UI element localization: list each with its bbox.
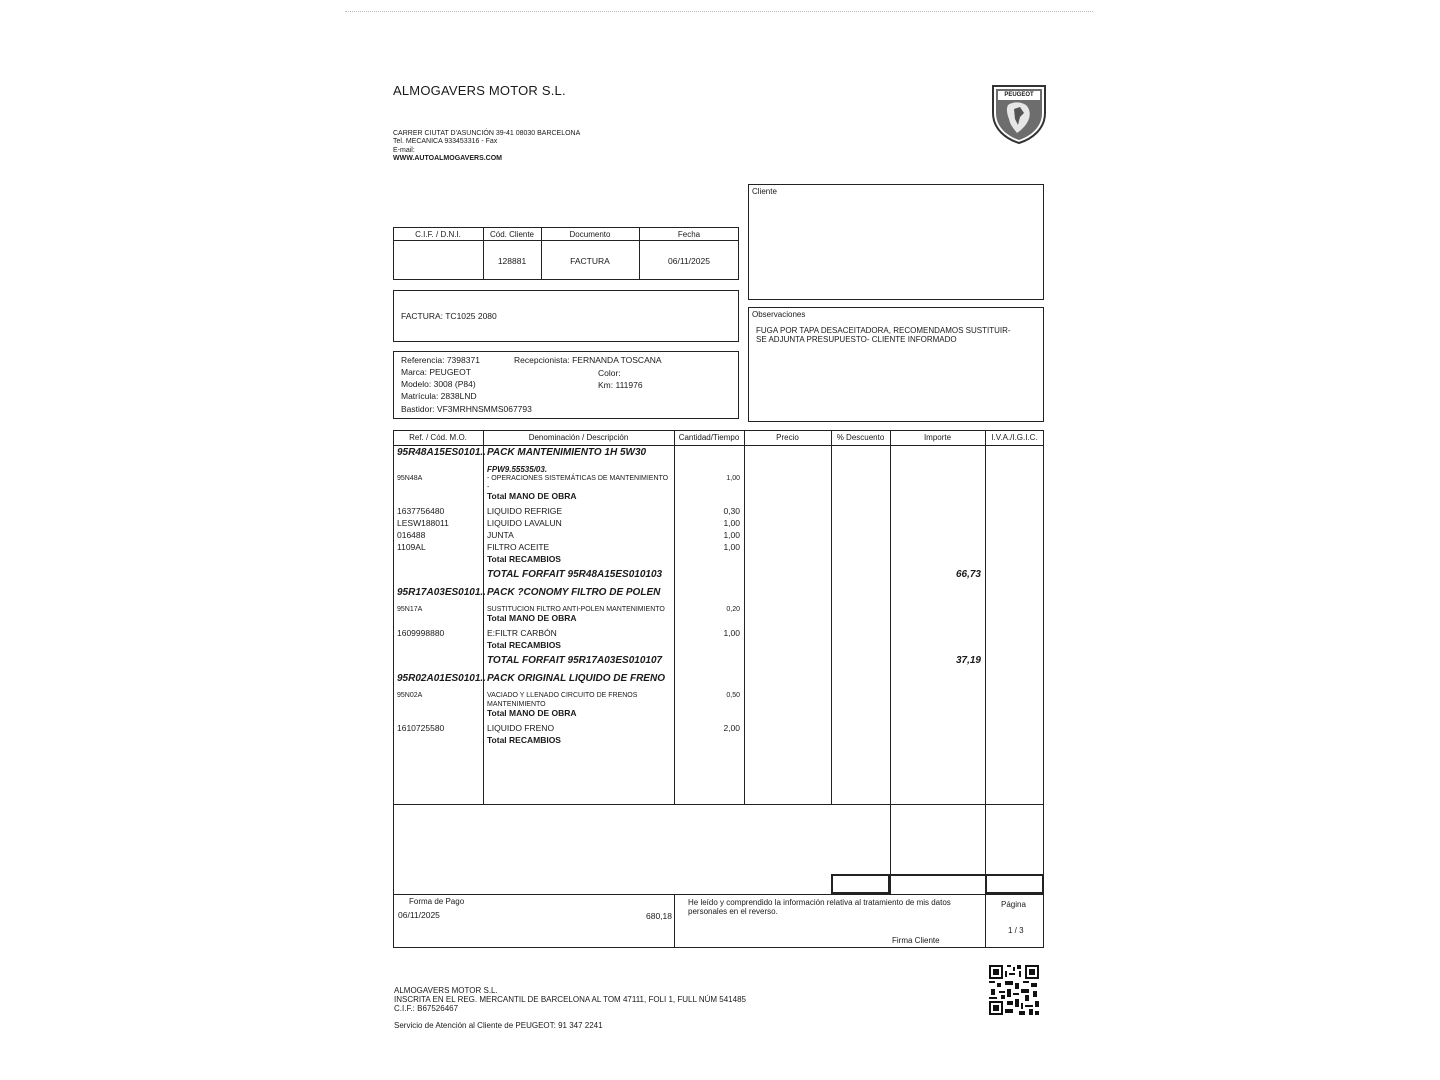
col-importe-header: Importe xyxy=(923,433,952,442)
legal-registro: INSCRITA EN EL REG. MERCANTIL DE BARCELONA AL TOM 47111, FOLI 1, FULL NÚM 541485 xyxy=(394,995,746,1004)
header-cif-label: C.I.F. / D.N.I. xyxy=(415,230,461,239)
line-description: - OPERACIONES SISTEMÁTICAS DE MANTENIMIENTO xyxy=(487,475,669,482)
qr-code-icon xyxy=(989,965,1039,1015)
line-quantity: 1,00 xyxy=(723,530,740,540)
lines-col-sep xyxy=(890,430,891,894)
line-description: Total MANO DE OBRA xyxy=(487,613,577,623)
privacy-line2: personales en el reverso. xyxy=(688,907,778,916)
legal-servicio: Servicio de Atención al Cliente de PEUGEOT: 91 347 2241 xyxy=(394,1021,603,1030)
totals-cell xyxy=(831,874,890,894)
line-ref: 95R48A15ES0101.. xyxy=(397,447,486,458)
company-name: ALMOGAVERS MOTOR S.L. xyxy=(393,83,566,98)
lines-col-sep xyxy=(674,430,675,804)
header-fecha-label: Fecha xyxy=(677,230,701,239)
logo-text: PEUGEOT xyxy=(1004,92,1034,98)
codcliente-value: 128881 xyxy=(497,256,527,266)
col-ref-header: Ref. / Cód. M.O. xyxy=(409,433,467,442)
lines-col-sep xyxy=(483,430,484,804)
vehicle-modelo: Modelo: 3008 (P84) xyxy=(401,379,476,389)
lines-body-bottom xyxy=(393,804,1044,805)
line-quantity: 2,00 xyxy=(723,723,740,733)
observaciones-box xyxy=(748,307,1044,422)
line-quantity: 1,00 xyxy=(726,475,740,482)
line-ref: 95N02A xyxy=(397,692,423,699)
scan-edge-line xyxy=(345,11,1093,12)
line-description: SUSTITUCION FILTRO ANTI-POLEN MANTENIMIENTO xyxy=(487,606,665,613)
header-documento-label: Documento xyxy=(569,230,611,239)
line-description: MANTENIMIENTO xyxy=(487,701,546,708)
line-quantity: 1,00 xyxy=(723,628,740,638)
col-descuento-header: % Descuento xyxy=(836,433,885,442)
vehicle-bastidor: Bastidor: VF3MRHNSMMS067793 xyxy=(401,404,532,414)
header-codcliente-label: Cód. Cliente xyxy=(489,230,535,239)
line-description: PACK ORIGINAL LIQUIDO DE FRENO xyxy=(487,673,665,684)
line-description: LIQUIDO FRENO xyxy=(487,723,555,733)
line-description: PACK ?CONOMY FILTRO DE POLEN xyxy=(487,587,661,598)
cliente-box xyxy=(748,184,1044,300)
line-quantity: 0,20 xyxy=(726,606,740,613)
privacy-line1: He leído y comprendido la información relativa al tratamiento de mis datos xyxy=(688,898,951,907)
lines-header-divider xyxy=(393,445,1044,446)
line-description: E:FILTR CARBÓN xyxy=(487,628,557,638)
line-quantity: 0,50 xyxy=(726,692,740,699)
line-ref: 1609998880 xyxy=(397,628,445,638)
observaciones-label: Observaciones xyxy=(752,310,806,319)
company-email: E-mail: xyxy=(393,147,415,154)
line-description: Total RECAMBIOS xyxy=(487,554,561,564)
vehicle-km: Km: 111976 xyxy=(598,380,643,390)
lines-col-sep xyxy=(985,430,986,894)
legal-cif: C.I.F.: B67526467 xyxy=(394,1004,459,1013)
peugeot-lion-logo xyxy=(990,83,1048,145)
line-description: Total RECAMBIOS xyxy=(487,640,561,650)
line-description: FPW9.55535/03. xyxy=(487,465,548,474)
lines-col-sep xyxy=(831,430,832,804)
line-ref: 95R17A03ES0101.. xyxy=(397,587,486,598)
forma-pago-fecha: 06/11/2025 xyxy=(398,910,440,920)
vehicle-color: Color: xyxy=(598,368,621,378)
fecha-value: 06/11/2025 xyxy=(668,256,710,266)
line-ref: 1637756480 xyxy=(397,506,445,516)
forma-pago-importe: 680,18 xyxy=(646,911,672,921)
line-description: FILTRO ACEITE xyxy=(487,542,550,552)
company-phone: Tel. MECANICA 933453316 - Fax xyxy=(393,138,498,145)
line-ref: 1610725580 xyxy=(397,723,445,733)
line-description: TOTAL FORFAIT 95R48A15ES010103 xyxy=(487,569,663,580)
line-description: Total RECAMBIOS xyxy=(487,735,561,745)
documento-value: FACTURA xyxy=(570,256,610,266)
line-description: LIQUIDO REFRIGE xyxy=(487,506,563,516)
line-description: Total MANO DE OBRA xyxy=(487,491,577,501)
line-description: PACK MANTENIMIENTO 1H 5W30 xyxy=(487,447,647,458)
line-ref: 95R02A01ES0101.. xyxy=(397,673,486,684)
factura-number: FACTURA: TC1025 2080 xyxy=(401,311,497,321)
line-description: VACIADO Y LLENADO CIRCUITO DE FRENOS xyxy=(487,692,638,699)
pagina-label: Página xyxy=(1001,900,1026,909)
line-ref: 016488 xyxy=(397,530,426,540)
line-quantity: 0,30 xyxy=(723,506,740,516)
observaciones-line1: FUGA POR TAPA DESACEITADORA, RECOMENDAMOS SUSTITUIR- xyxy=(756,326,1011,335)
totals-line xyxy=(831,874,1044,876)
observaciones-line2: SE ADJUNTA PRESUPUESTO- CLIENTE INFORMADO xyxy=(756,335,957,344)
line-quantity: 1,00 xyxy=(723,542,740,552)
line-importe: 37,19 xyxy=(955,655,981,666)
vehicle-recepcionista: Recepcionista: FERNANDA TOSCANA xyxy=(514,355,662,365)
line-description: TOTAL FORFAIT 95R17A03ES010107 xyxy=(487,655,663,666)
pagina-value: 1 / 3 xyxy=(1008,926,1024,935)
totals-cell xyxy=(985,874,1044,894)
line-ref: 1109AL xyxy=(397,542,426,552)
footer-col-sep xyxy=(985,894,986,948)
line-description: LIQUIDO LAVALUN xyxy=(487,518,562,528)
line-importe: 66,73 xyxy=(955,569,981,580)
lines-col-sep xyxy=(744,430,745,804)
line-description: Total MANO DE OBRA xyxy=(487,708,577,718)
line-ref: LESW188011 xyxy=(397,518,449,528)
forma-pago-label: Forma de Pago xyxy=(409,897,465,906)
line-ref: 95N17A xyxy=(397,606,423,613)
vehicle-marca: Marca: PEUGEOT xyxy=(401,367,471,377)
cliente-label: Cliente xyxy=(752,187,777,196)
col-iva-header: I.V.A./I.G.I.C. xyxy=(991,433,1038,442)
line-description: JUNTA xyxy=(487,530,514,540)
col-precio-header: Precio xyxy=(776,433,799,442)
company-address: CARRER CIUTAT D'ASUNCIÓN 39-41 08030 BARCELONA xyxy=(393,130,581,137)
firma-cliente-label: Firma Cliente xyxy=(892,936,940,945)
line-description: - xyxy=(487,484,490,491)
footer-divider xyxy=(393,894,1044,895)
header-table-divider xyxy=(393,240,739,241)
company-web: WWW.AUTOALMOGAVERS.COM xyxy=(393,155,503,162)
vehicle-matricula: Matrícula: 2838LND xyxy=(401,391,477,401)
line-quantity: 1,00 xyxy=(723,518,740,528)
col-qty-header: Cantidad/Tiempo xyxy=(678,433,740,442)
vehicle-referencia: Referencia: 7398371 xyxy=(401,355,480,365)
line-ref: 95N48A xyxy=(397,475,423,482)
legal-company-name: ALMOGAVERS MOTOR S.L. xyxy=(394,986,498,995)
footer-col-sep xyxy=(674,894,675,948)
col-desc-header: Denominación / Descripción xyxy=(528,433,629,442)
